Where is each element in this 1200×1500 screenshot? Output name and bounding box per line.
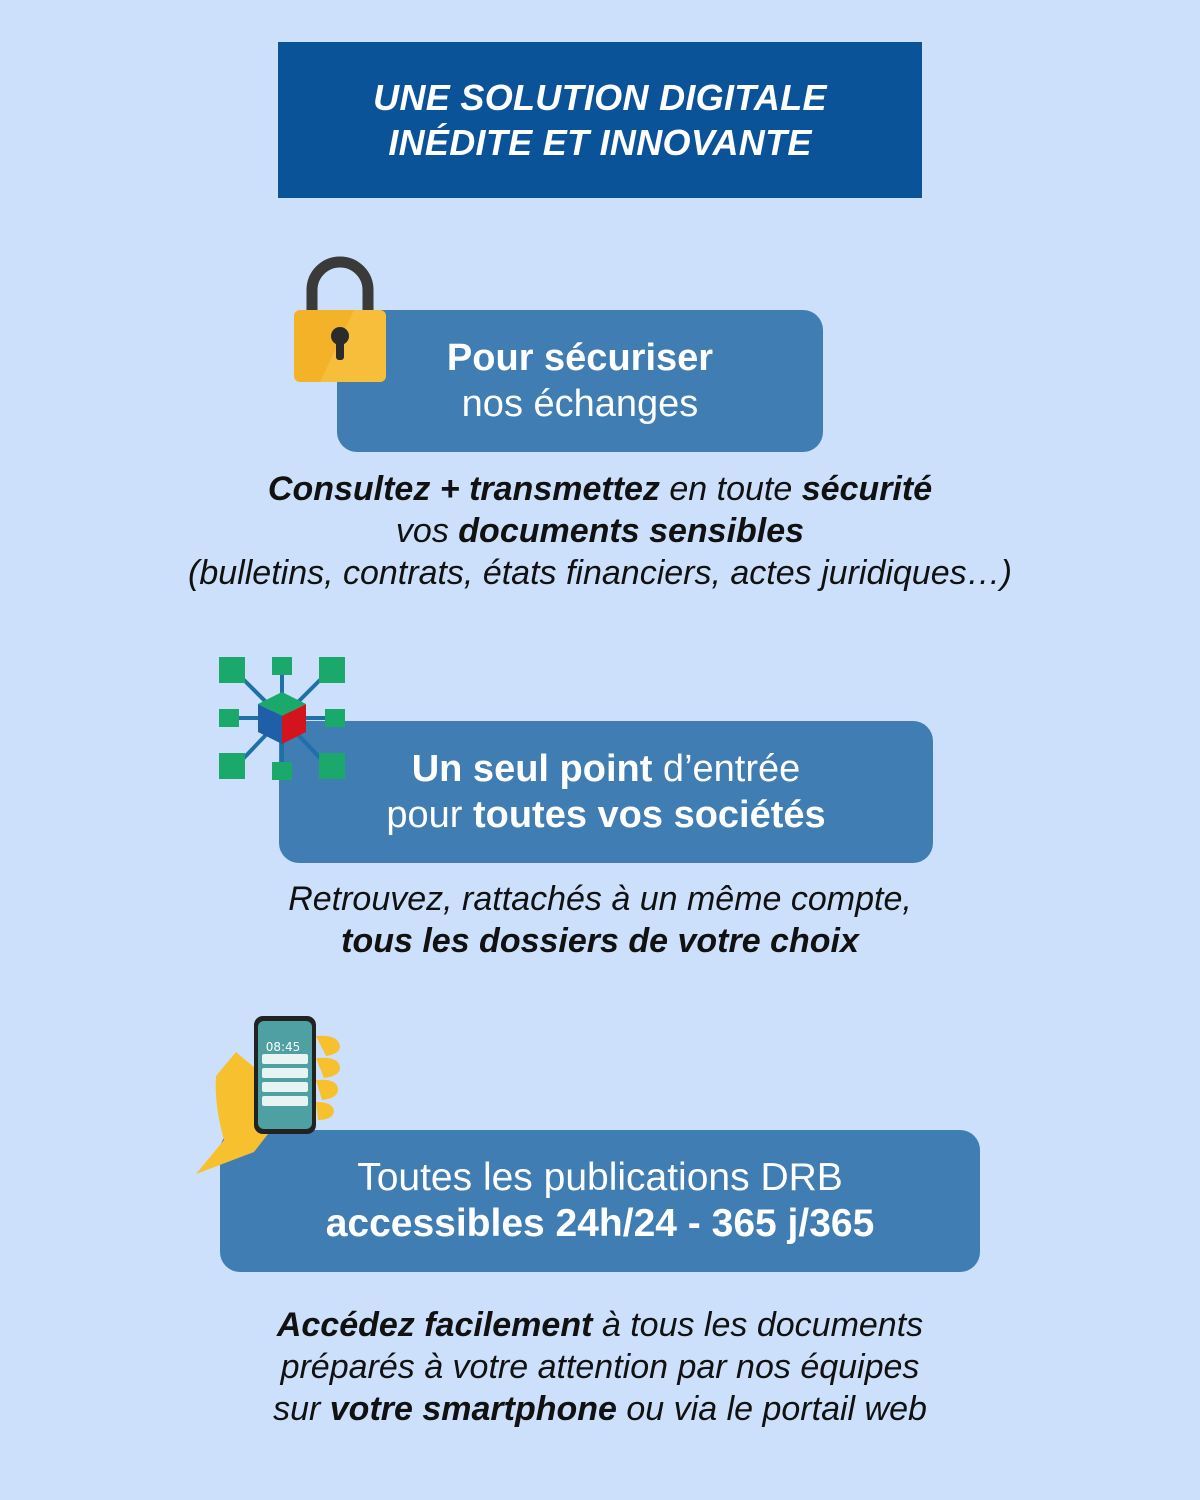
feature-single-entry-description <box>0 878 1200 962</box>
description-line: (bulletins, contrats, états financiers, actes juridiques…) <box>188 554 1012 592</box>
feature-secure-pill <box>337 310 823 452</box>
description-line: Accédez facilement à tous les documents <box>276 1306 924 1344</box>
feature-secure-description <box>0 468 1200 594</box>
smartphone-hand-icon <box>196 1014 346 1176</box>
feature-secure-title: Pour sécuriser <box>446 337 714 379</box>
description-line: vos documents sensibles <box>395 512 805 550</box>
description-line: sur votre smartphone ou via le portail web <box>273 1390 927 1428</box>
padlock-icon <box>290 254 390 384</box>
description-line: tous les dossiers de votre choix <box>341 922 859 960</box>
feature-single-entry-subtitle: pour toutes vos sociétés <box>386 794 826 836</box>
feature-access-description <box>0 1304 1200 1430</box>
feature-secure-subtitle: nos échanges <box>461 383 699 425</box>
network-cube-icon <box>214 652 350 784</box>
title-line-2: INÉDITE ET INNOVANTE <box>388 122 812 163</box>
title-banner <box>278 42 922 198</box>
feature-single-entry-title: Un seul point d’entrée <box>411 748 801 790</box>
description-line: Retrouvez, rattachés à un même compte, <box>288 880 912 918</box>
feature-access-title: Toutes les publications DRB <box>357 1156 843 1199</box>
feature-single-entry-pill <box>279 721 933 863</box>
description-line: Consultez + transmettez en toute sécurité <box>267 470 933 508</box>
title-line-1: UNE SOLUTION DIGITALE <box>373 77 827 118</box>
phone-time-label: 08:45 <box>265 1040 301 1054</box>
feature-access-subtitle: accessibles 24h/24 - 365 j/365 <box>325 1202 875 1245</box>
description-line: préparés à votre attention par nos équipes <box>280 1348 920 1386</box>
